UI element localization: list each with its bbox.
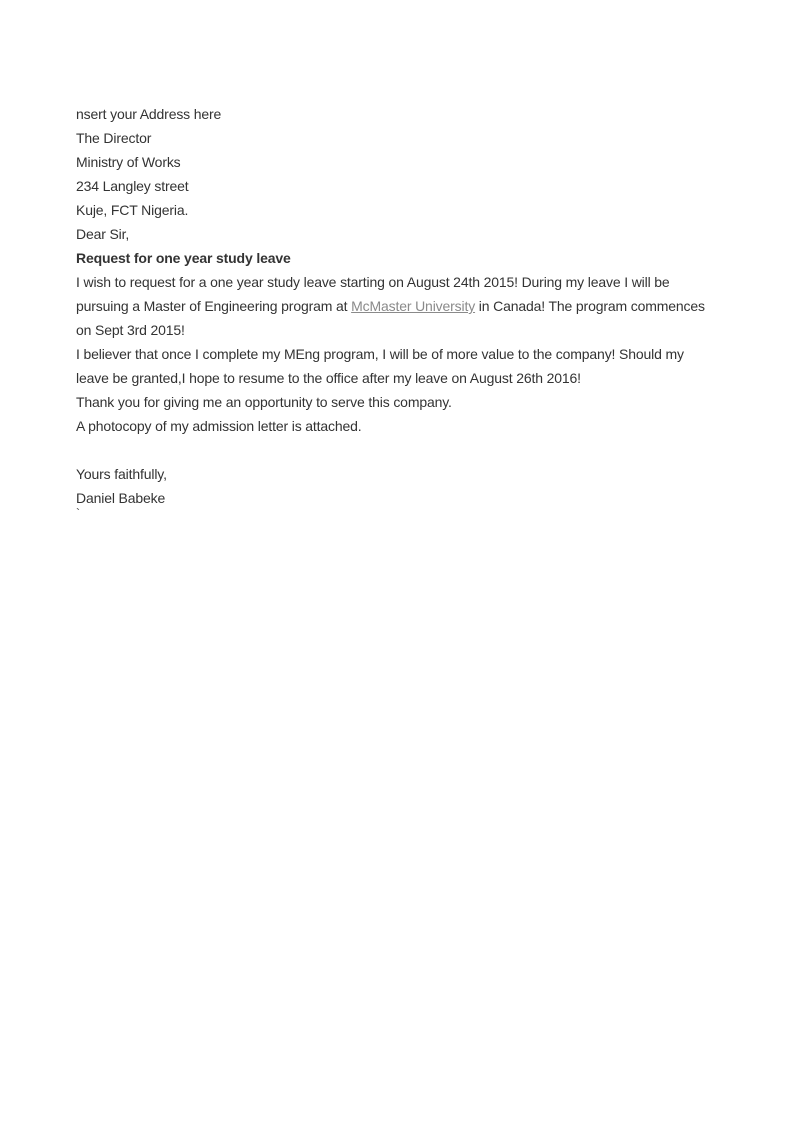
mcmaster-university-link[interactable]: McMaster University <box>351 298 476 314</box>
body-paragraph-1 <box>76 270 716 342</box>
address-placeholder: nsert your Address here <box>76 106 222 122</box>
recipient-title: The Director <box>76 130 152 146</box>
subject-line: Request for one year study leave <box>76 250 291 266</box>
body-paragraph-3: Thank you for giving me an opportunity to serve this company. <box>76 394 452 410</box>
recipient-organization: Ministry of Works <box>76 154 181 170</box>
valediction: Yours faithfully, <box>76 466 167 482</box>
recipient-city: Kuje, FCT Nigeria. <box>76 202 189 218</box>
paragraph-1-text-end: in Canada! The program commences on Sept 3rd 2015! <box>76 298 705 338</box>
signature-name: Daniel Babeke <box>76 490 166 506</box>
letter-page <box>76 102 716 518</box>
body-paragraph-2: I believer that once I complete my MEng program, I will be of more value to the company! Should my leave be granted,I hope to resume to the office after my leave on August 26th 2016! <box>76 346 684 386</box>
recipient-street: 234 Langley street <box>76 178 189 194</box>
blank-line <box>76 438 716 462</box>
salutation: Dear Sir, <box>76 226 130 242</box>
paragraph-1-text-start: I wish to request for a one year study leave starting on August 24th 2015! During my leave I will be pursuing a Master of Engineering program at <box>76 274 670 314</box>
body-paragraph-4: A photocopy of my admission letter is attached. <box>76 418 362 434</box>
trailing-mark: ` <box>76 506 80 520</box>
